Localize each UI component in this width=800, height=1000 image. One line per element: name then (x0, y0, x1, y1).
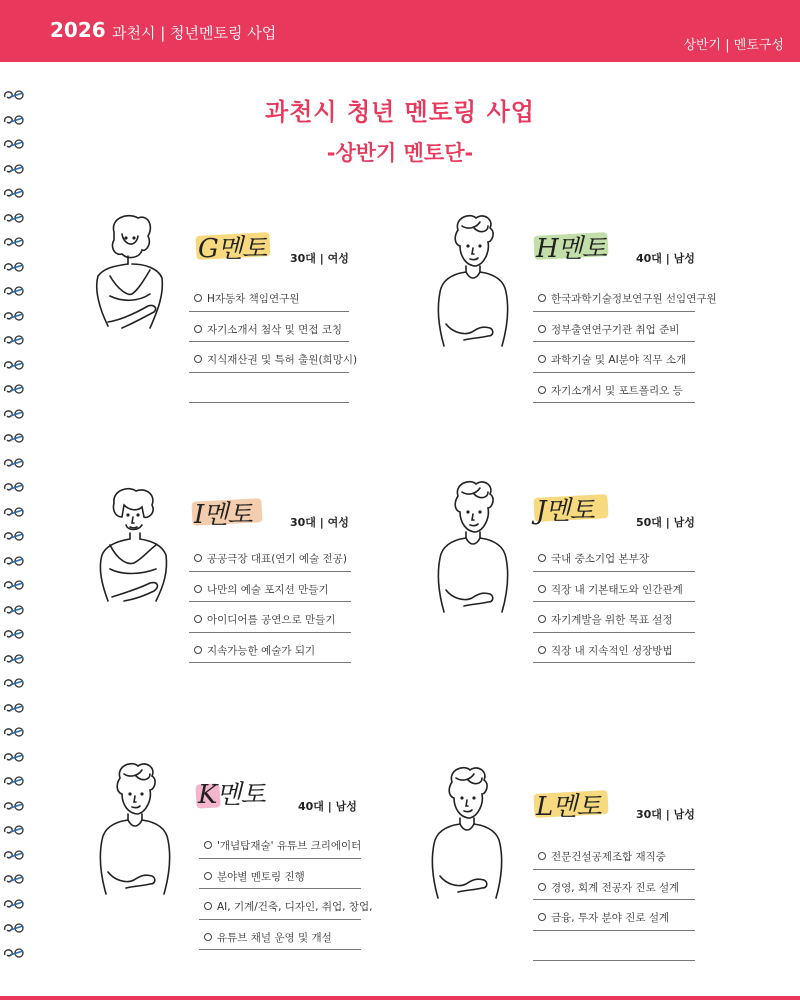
spiral-ring (2, 872, 26, 886)
spiral-ring (2, 211, 26, 225)
spiral-ring (2, 186, 26, 200)
spiral-ring (2, 529, 26, 543)
spiral-ring (2, 921, 26, 935)
header-brand: 과천시 | 청년멘토링 사업 (112, 24, 277, 42)
mentor-item-list (203, 834, 372, 956)
list-item: 직장 내 지속적인 성장방법 (537, 639, 683, 670)
mentor-meta: 40대 | 남성 (298, 800, 357, 813)
mentor-name-label: L멘토 (536, 792, 601, 822)
spiral-ring (2, 235, 26, 249)
list-item (193, 379, 357, 410)
mentor-item-list (537, 287, 717, 409)
spiral-ring (2, 603, 26, 617)
list-item: 국내 중소기업 본부장 (537, 547, 683, 578)
list-item: AI, 기계/건축, 디자인, 취업, 창업, (203, 895, 372, 926)
header-section: 상반기 | 멘토구성 (683, 38, 784, 53)
header-year: 2026 (50, 18, 106, 42)
spiral-ring (2, 823, 26, 837)
page-header (0, 0, 800, 62)
spiral-ring (2, 554, 26, 568)
mentor-meta: 30대 | 여성 (290, 252, 349, 265)
spiral-ring (2, 652, 26, 666)
list-item: 자기소개서 첨삭 및 면접 코칭 (193, 318, 357, 349)
spiral-ring (2, 897, 26, 911)
list-item: 한국과학기술정보연구원 선임연구원 (537, 287, 717, 318)
spiral-ring (2, 358, 26, 372)
list-item: 지속가능한 예술가 되기 (193, 639, 347, 670)
list-item: 자기소개서 및 포트폴리오 등 (537, 379, 717, 410)
page-subtitle: -상반기 멘토단- (326, 141, 474, 165)
woman-figure-icon (88, 210, 174, 340)
list-item: 금융, 투자 분야 진로 설계 (537, 906, 679, 937)
spiral-ring (2, 260, 26, 274)
list-item: 나만의 예술 포지션 만들기 (193, 578, 347, 609)
mentor-name-label: G멘토 (198, 234, 267, 264)
spiral-ring (2, 774, 26, 788)
spiral-ring (2, 407, 26, 421)
spiral-ring (2, 382, 26, 396)
list-item: 정부출연연구기관 취업 준비 (537, 318, 717, 349)
spiral-ring (2, 946, 26, 960)
list-item: 유튜브 채널 운영 및 개설 (203, 926, 372, 957)
man-figure-icon (430, 212, 516, 352)
list-item: H자동차 책임연구원 (193, 287, 357, 318)
spiral-ring (2, 431, 26, 445)
spiral-ring (2, 725, 26, 739)
mentor-name-label: I멘토 (194, 500, 252, 530)
list-item: 분야별 멘토링 진행 (203, 865, 372, 896)
mentor-item-list (537, 547, 683, 669)
man-figure-icon (430, 478, 516, 618)
page-title: 과천시 청년 멘토링 사업 (265, 98, 535, 126)
list-item: 전문건설공제조합 재직중 (537, 845, 679, 876)
mentor-name-label: H멘토 (536, 234, 606, 264)
spiral-ring (2, 505, 26, 519)
list-item: 지식재산권 및 특허 출원(희망시) (193, 348, 357, 379)
spiral-ring (2, 848, 26, 862)
spiral-ring (2, 799, 26, 813)
list-item: 아이디어를 공연으로 만들기 (193, 608, 347, 639)
mentor-meta: 30대 | 여성 (290, 516, 349, 529)
man-figure-icon (92, 760, 178, 900)
mentor-item-list (193, 287, 357, 409)
spiral-ring (2, 750, 26, 764)
spiral-ring (2, 284, 26, 298)
spiral-ring (2, 456, 26, 470)
mentor-meta: 30대 | 남성 (636, 808, 695, 821)
bottom-accent-line (0, 996, 800, 1000)
mentor-item-list (537, 845, 679, 967)
man-figure-icon (424, 764, 510, 904)
list-item (537, 937, 679, 968)
spiral-ring (2, 480, 26, 494)
spiral-ring (2, 309, 26, 323)
list-item: '개념탑재술' 유튜브 크리에이터 (203, 834, 372, 865)
mentor-item-list (193, 547, 347, 669)
list-item: 경영, 회계 전공자 진로 설계 (537, 876, 679, 907)
spiral-ring (2, 578, 26, 592)
list-item: 직장 내 기본태도와 인간관계 (537, 578, 683, 609)
mentor-name-label: J멘토 (536, 496, 594, 526)
spiral-ring (2, 701, 26, 715)
mentor-meta: 50대 | 남성 (636, 516, 695, 529)
woman-figure-icon (92, 485, 178, 615)
spiral-ring (2, 676, 26, 690)
list-item: 공공극장 대표(연기 예술 전공) (193, 547, 347, 578)
spiral-ring (2, 627, 26, 641)
mentor-meta: 40대 | 남성 (636, 252, 695, 265)
list-item: 과학기술 및 AI분야 직무 소개 (537, 348, 717, 379)
list-item: 자기계발을 위한 목표 설정 (537, 608, 683, 639)
mentor-name-label: K멘토 (198, 780, 265, 810)
spiral-ring (2, 333, 26, 347)
